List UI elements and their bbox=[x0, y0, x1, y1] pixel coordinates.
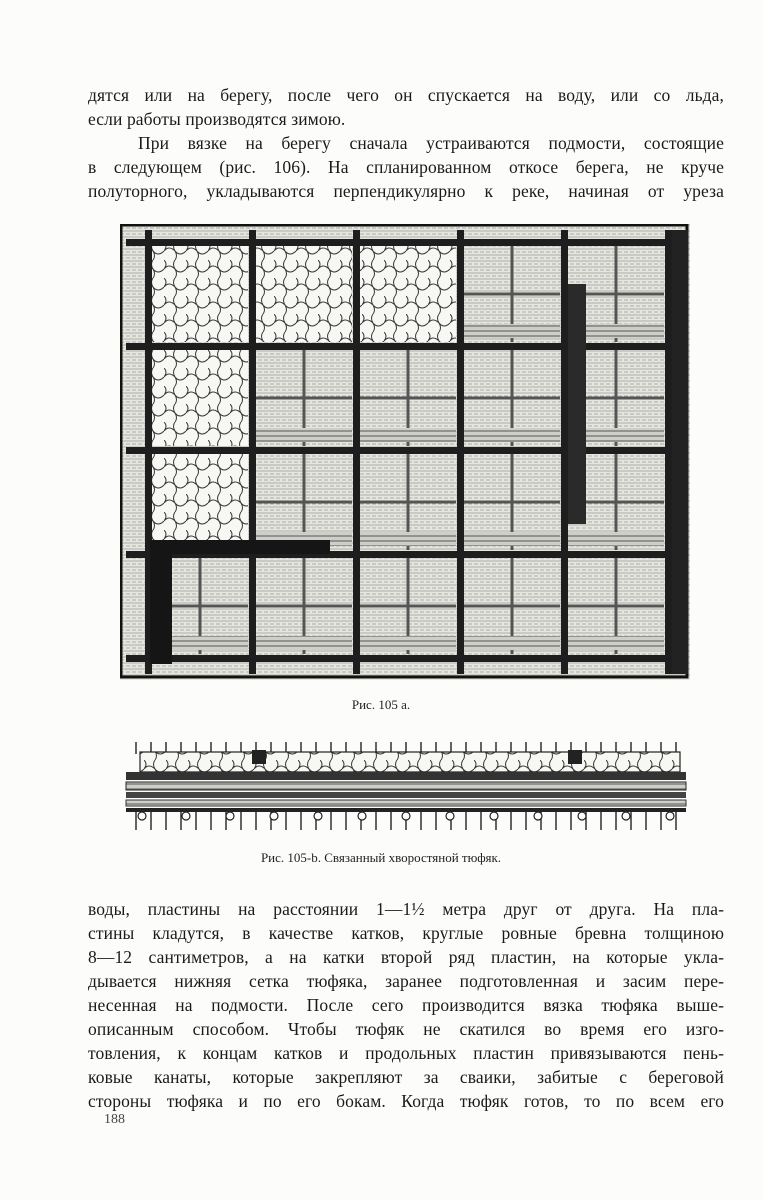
text-line: ковые канаты, которые закрепляют за сваики, забитые с береговой bbox=[88, 1067, 724, 1087]
figure-105b-caption: Рис. 105-b. Связанный хворостяной тюфяк. bbox=[260, 850, 502, 865]
rope-knot bbox=[314, 812, 322, 820]
stone-cell bbox=[360, 246, 456, 342]
grid-beam bbox=[126, 447, 678, 454]
brushwood-cell bbox=[256, 350, 352, 446]
rope-knot bbox=[490, 812, 498, 820]
stone-cell bbox=[152, 246, 248, 342]
text-line: дятся или на берегу, после чего он спускается на воду, или со льда, bbox=[88, 85, 724, 105]
text-line: 8—12 сантиметров, а на катки второй ряд пластин, на которые укла- bbox=[88, 947, 724, 967]
brushwood-cell bbox=[568, 558, 664, 654]
figure-105a-caption: Рис. 105 а. bbox=[351, 697, 411, 712]
text-line: в следующем (рис. 106). На спланированном откосе берега, не круче bbox=[88, 157, 724, 177]
text-line: если работы производятся зимою. bbox=[88, 109, 346, 129]
text-line: стины кладутся, в качестве катков, круглые ровные бревна толщиною bbox=[88, 923, 724, 943]
brushwood-cell bbox=[256, 454, 352, 550]
stone-cell bbox=[152, 454, 248, 550]
brushwood-cell bbox=[360, 350, 456, 446]
rope-knot bbox=[578, 812, 586, 820]
brushwood-cell bbox=[464, 246, 560, 342]
text-line: При вязке на берегу сначала устраиваются подмости, состоящие bbox=[138, 133, 724, 153]
rope-knot bbox=[666, 812, 674, 820]
brushwood-cell bbox=[360, 558, 456, 654]
brushwood-cell bbox=[360, 454, 456, 550]
grid-beam bbox=[126, 655, 678, 662]
text-line: стороны тюфяка и по его бокам. Когда тюфяк готов, то по всем его bbox=[88, 1091, 724, 1111]
text-line: дывается нижняя сетка тюфяка, заранее подготовленная и засим пере- bbox=[88, 971, 724, 991]
rope-knot bbox=[138, 812, 146, 820]
stone-cell bbox=[256, 246, 352, 342]
figure-105b-mattress-section bbox=[122, 742, 692, 838]
text-line: воды, пластины на расстоянии 1—1½ метра друг от друга. На пла- bbox=[88, 899, 724, 919]
brushwood-cell bbox=[464, 558, 560, 654]
brushwood-cell bbox=[256, 558, 352, 654]
rope-knot bbox=[402, 812, 410, 820]
stone-cell bbox=[152, 350, 248, 446]
rope-knot bbox=[534, 812, 542, 820]
grid-beam bbox=[126, 239, 678, 246]
text-line: полуторного, укладываются перпендикулярно к реке, начиная от уреза bbox=[88, 181, 724, 201]
text-line: несенная на подмости. После сего производится вязка тюфяка выше- bbox=[88, 995, 724, 1015]
figure-105a-mattress-plan bbox=[120, 224, 690, 680]
rope-knot bbox=[622, 812, 630, 820]
text-line: товления, к концам катков и продольных пластин привязываются пень- bbox=[88, 1043, 724, 1063]
rope-knot bbox=[358, 812, 366, 820]
rope-knot bbox=[270, 812, 278, 820]
rope-knot bbox=[182, 812, 190, 820]
page-number: 188 bbox=[104, 1112, 125, 1127]
text-line: описанным способом. Чтобы тюфяк не скатился во время его изго- bbox=[88, 1019, 724, 1039]
brushwood-cell bbox=[464, 454, 560, 550]
rope-knot bbox=[446, 812, 454, 820]
grid-beam bbox=[126, 343, 678, 350]
brushwood-cell bbox=[464, 350, 560, 446]
rope-knot bbox=[226, 812, 234, 820]
